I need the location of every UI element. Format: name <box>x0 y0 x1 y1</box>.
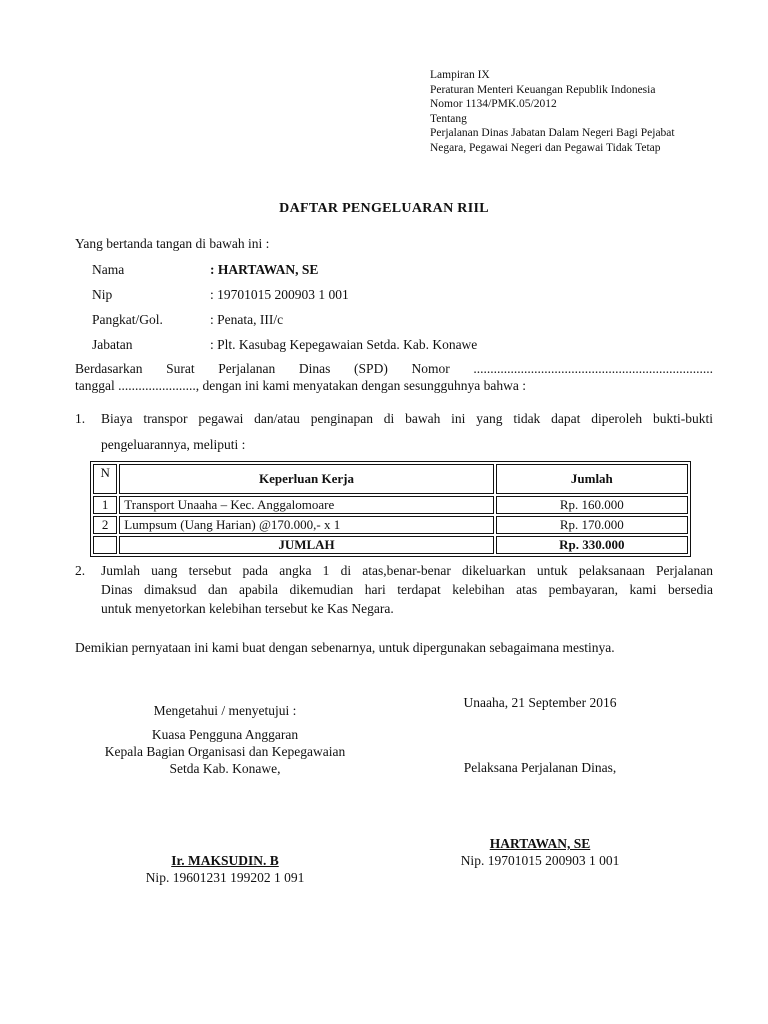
table-header-row <box>93 464 688 494</box>
row-no: 2 <box>93 516 117 534</box>
header-line: Perjalanan Dinas Jabatan Dalam Negeri Bagi Pejabat <box>430 127 675 140</box>
item2-text-line: Dinas dimaksud dan apabila dikemudian hari terdapat kelebihan atas pembayaran, kami bersedia <box>101 582 713 597</box>
spd-statement-line: Berdasarkan Surat Perjalanan Dinas (SPD) Nomor ....................................................................... <box>75 361 713 376</box>
row-amount: Rp. 160.000 <box>496 496 688 514</box>
total-label: JUMLAH <box>119 536 493 554</box>
approver-nip: Nip. 19601231 199202 1 091 <box>145 870 305 885</box>
row-purpose: Transport Unaaha – Kec. Anggalomoare <box>119 496 493 514</box>
traveler-role: Pelaksana Perjalanan Dinas, <box>463 760 617 775</box>
item-number: 1. <box>75 411 86 426</box>
place-date: Unaaha, 21 September 2016 <box>463 695 617 710</box>
field-label-nama: Nama <box>92 262 125 277</box>
item1-text-line: Biaya transpor pegawai dan/atau penginapan di bawah ini yang tidak dapat diperoleh bukti-bukti <box>101 411 713 426</box>
approver-name: Ir. MAKSUDIN. B <box>171 853 279 868</box>
intro-text: Yang bertanda tangan di bawah ini : <box>75 236 270 251</box>
header-line: Lampiran IX <box>430 69 490 81</box>
field-value-jabatan: : Plt. Kasubag Kepegawaian Setda. Kab. Konawe <box>210 337 478 352</box>
closing-statement: Demikian pernyataan ini kami buat dengan sebenarnya, untuk dipergunakan sebagaimana mestinya. <box>75 640 615 655</box>
row-amount: Rp. 170.000 <box>496 516 688 534</box>
traveler-nip: Nip. 19701015 200903 1 001 <box>460 853 620 868</box>
expense-table <box>90 461 691 557</box>
field-label-pangkat: Pangkat/Gol. <box>92 312 163 327</box>
header-line: Negara, Pegawai Negeri dan Pegawai Tidak Tetap <box>430 141 661 154</box>
spd-statement-line: tanggal ......................., dengan ini kami menyatakan dengan sesungguhnya bahwa : <box>75 378 527 393</box>
item2-text-line: untuk menyetorkan kelebihan tersebut ke Kas Negara. <box>101 601 394 616</box>
item-number: 2. <box>75 563 86 578</box>
total-empty-cell <box>93 536 117 554</box>
item1-text-line: pengeluarannya, meliputi : <box>101 437 246 452</box>
document-title: DAFTAR PENGELUARAN RIIL <box>279 201 489 216</box>
attachment-header <box>430 68 675 156</box>
field-label-jabatan: Jabatan <box>92 337 133 352</box>
header-purpose: Keperluan Kerja <box>119 464 493 494</box>
table-row <box>93 516 688 534</box>
header-line: Nomor 1134/PMK.05/2012 <box>430 98 557 111</box>
row-purpose: Lumpsum (Uang Harian) @170.000,- x 1 <box>119 516 493 534</box>
row-no: 1 <box>93 496 117 514</box>
table-total-row <box>93 536 688 554</box>
field-label-nip: Nip <box>92 287 113 302</box>
field-value-nama: : HARTAWAN, SE <box>210 262 319 277</box>
table-row <box>93 496 688 514</box>
header-no: N <box>93 464 117 494</box>
approver-role: Kepala Bagian Organisasi dan Kepegawaian <box>104 744 346 759</box>
traveler-name: HARTAWAN, SE <box>489 836 591 851</box>
header-amount: Jumlah <box>496 464 688 494</box>
header-line: Peraturan Menteri Keuangan Republik Indonesia <box>430 83 656 96</box>
approver-role: Kuasa Pengguna Anggaran <box>151 727 299 742</box>
header-line: Tentang <box>430 112 467 125</box>
total-value: Rp. 330.000 <box>496 536 688 554</box>
item2-text-line: Jumlah uang tersebut pada angka 1 di atas,benar-benar dikeluarkan untuk pelaksanaan Perjalanan <box>101 563 713 578</box>
approval-label: Mengetahui / menyetujui : <box>153 703 297 718</box>
approver-role: Setda Kab. Konawe, <box>169 761 281 776</box>
field-value-nip: : 19701015 200903 1 001 <box>210 287 349 302</box>
field-value-pangkat: : Penata, III/c <box>210 312 284 327</box>
